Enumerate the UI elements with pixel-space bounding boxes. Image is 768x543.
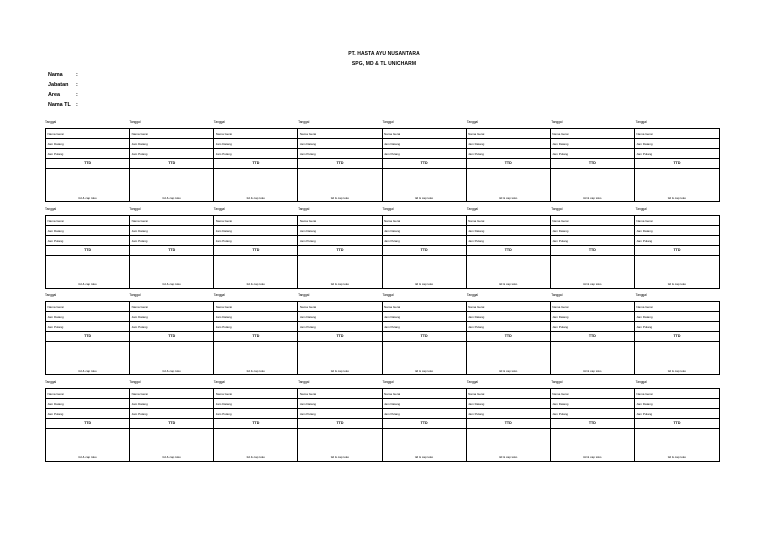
signature-label: TTD [467, 159, 550, 169]
store-stamp-label: ttd & cap toko [414, 455, 434, 459]
leave-time-label: Jam Pulang [46, 322, 129, 332]
info-separator: : [76, 92, 78, 98]
store-name-label: Nama Gerai [551, 216, 634, 226]
attendance-grid [45, 215, 720, 289]
arrive-time-label: Jam Datang [467, 226, 550, 236]
arrive-time-label: Jam Datang [298, 399, 381, 409]
store-stamp-label: ttd & cap toko [78, 455, 97, 459]
date-label: Tanggal [635, 206, 647, 211]
store-name-label: Nama Gerai [383, 389, 466, 399]
day-column [130, 129, 214, 201]
arrive-time-label: Jam Datang [551, 312, 634, 322]
day-column [551, 389, 635, 461]
arrive-time-label: Jam Datang [635, 139, 719, 149]
leave-time-label: Jam Pulang [467, 409, 550, 419]
arrive-time-label: Jam Datang [46, 226, 129, 236]
store-name-label: Nama Gerai [635, 216, 719, 226]
arrive-time-label: Jam Datang [551, 139, 634, 149]
date-label: Tanggal [382, 120, 394, 124]
leave-time-label: Jam Pulang [130, 149, 213, 159]
arrive-time-label: Jam Datang [298, 226, 381, 236]
day-column [298, 216, 382, 288]
store-name-label: Nama Gerai [214, 389, 297, 399]
arrive-time-label: Jam Datang [46, 139, 129, 149]
signature-label: TTD [383, 246, 466, 256]
leave-time-label: Jam Pulang [551, 236, 634, 246]
date-label: Tanggal [466, 120, 479, 124]
signature-label: TTD [383, 159, 466, 169]
day-column [383, 389, 467, 461]
leave-time-label: Jam Pulang [46, 149, 129, 159]
signature-label: TTD [551, 159, 634, 169]
arrive-time-label: Jam Datang [635, 312, 719, 322]
arrive-time-label: Jam Datang [551, 226, 634, 236]
arrive-time-label: Jam Datang [214, 312, 297, 322]
attendance-grid [45, 388, 720, 462]
store-stamp-label: ttd & cap toko [667, 282, 687, 286]
store-name-label: Nama Gerai [467, 389, 550, 399]
leave-time-label: Jam Pulang [635, 322, 719, 332]
signature-label: TTD [130, 419, 213, 429]
store-name-label: Nama Gerai [383, 129, 466, 139]
signature-label: TTD [214, 332, 297, 342]
date-label: Tanggal [635, 120, 647, 124]
day-column [383, 216, 467, 288]
store-name-label: Nama Gerai [551, 302, 634, 312]
leave-time-label: Jam Pulang [635, 149, 719, 159]
date-label: Tanggal [551, 206, 563, 211]
signature-label: TTD [551, 419, 634, 429]
arrive-time-label: Jam Datang [214, 226, 297, 236]
day-column [130, 389, 214, 461]
leave-time-label: Jam Pulang [383, 236, 466, 246]
arrive-time-label: Jam Datang [383, 139, 466, 149]
signature-label: TTD [635, 246, 719, 256]
store-stamp-label: ttd & cap toko [330, 195, 350, 200]
date-label: Tanggal [298, 379, 310, 384]
day-column [635, 302, 719, 374]
store-name-label: Nama Gerai [298, 129, 381, 139]
store-stamp-label: ttd & cap toko [330, 282, 350, 286]
date-label: Tanggal [551, 293, 563, 297]
store-stamp-label: ttd & cap toko [246, 455, 265, 459]
store-name-label: Nama Gerai [214, 129, 297, 139]
date-label: Tanggal [298, 293, 310, 297]
store-stamp-label: ttd & cap toko [246, 195, 265, 200]
date-label: Tanggal [635, 379, 647, 384]
leave-time-label: Jam Pulang [383, 409, 466, 419]
leave-time-label: Jam Pulang [551, 409, 634, 419]
signature-label: TTD [635, 419, 719, 429]
day-column [46, 389, 130, 461]
day-column [635, 216, 719, 288]
leave-time-label: Jam Pulang [383, 149, 466, 159]
date-header-row [45, 376, 720, 388]
store-stamp-label: ttd & cap toko [499, 282, 518, 286]
store-stamp-label: ttd & cap toko [667, 195, 687, 200]
date-label: Tanggal [129, 206, 141, 211]
signature-label: TTD [130, 332, 213, 342]
date-label: Tanggal [466, 379, 479, 384]
store-stamp-label: ttd & cap toko [414, 368, 434, 373]
signature-label: TTD [130, 246, 213, 256]
day-column [130, 216, 214, 288]
store-name-label: Nama Gerai [46, 389, 129, 399]
date-label: Tanggal [213, 379, 225, 384]
store-name-label: Nama Gerai [130, 216, 213, 226]
info-row-area [48, 90, 78, 100]
day-column [214, 302, 298, 374]
arrive-time-label: Jam Datang [130, 399, 213, 409]
date-label: Tanggal [382, 379, 394, 384]
day-column [298, 302, 382, 374]
leave-time-label: Jam Pulang [214, 409, 297, 419]
arrive-time-label: Jam Datang [383, 399, 466, 409]
store-name-label: Nama Gerai [551, 389, 634, 399]
day-column [46, 302, 130, 374]
signature-label: TTD [214, 246, 297, 256]
leave-time-label: Jam Pulang [551, 322, 634, 332]
day-column [383, 129, 467, 201]
leave-time-label: Jam Pulang [130, 409, 213, 419]
store-stamp-label: ttd & cap toko [667, 368, 687, 373]
info-label: Area [48, 92, 60, 98]
store-name-label: Nama Gerai [383, 302, 466, 312]
store-stamp-label: ttd & cap toko [414, 195, 434, 200]
signature-label: TTD [298, 159, 381, 169]
date-label: Tanggal [551, 120, 563, 124]
store-name-label: Nama Gerai [214, 302, 297, 312]
store-name-label: Nama Gerai [298, 216, 381, 226]
store-stamp-label: ttd & cap toko [162, 368, 181, 373]
info-separator: : [76, 72, 78, 78]
info-label: Nama [48, 72, 63, 78]
leave-time-label: Jam Pulang [214, 322, 297, 332]
arrive-time-label: Jam Datang [130, 312, 213, 322]
store-stamp-label: ttd & cap toko [499, 195, 518, 200]
arrive-time-label: Jam Datang [46, 312, 129, 322]
store-stamp-label: ttd & cap toko [78, 195, 97, 200]
day-column [298, 129, 382, 201]
attendance-grid [45, 301, 720, 375]
store-stamp-label: ttd & cap toko [499, 368, 518, 373]
store-stamp-label: ttd & cap toko [162, 195, 181, 200]
leave-time-label: Jam Pulang [298, 149, 381, 159]
store-stamp-label: ttd & cap toko [583, 368, 602, 373]
store-stamp-label: ttd & cap toko [78, 282, 97, 286]
signature-label: TTD [635, 332, 719, 342]
date-label: Tanggal [551, 379, 563, 384]
store-stamp-label: ttd & cap toko [162, 455, 181, 459]
day-column [467, 216, 551, 288]
day-column [214, 129, 298, 201]
store-name-label: Nama Gerai [46, 216, 129, 226]
day-column [46, 216, 130, 288]
day-column [467, 129, 551, 201]
date-label: Tanggal [298, 120, 310, 124]
attendance-sheet [45, 116, 720, 462]
store-stamp-label: ttd & cap toko [246, 282, 265, 286]
date-label: Tanggal [466, 206, 479, 211]
signature-label: TTD [551, 246, 634, 256]
info-label: Jabatan [48, 82, 69, 88]
arrive-time-label: Jam Datang [214, 139, 297, 149]
attendance-grid [45, 128, 720, 202]
info-row-nama [48, 70, 78, 80]
signature-label: TTD [467, 332, 550, 342]
info-row-jabatan [48, 80, 78, 90]
leave-time-label: Jam Pulang [635, 236, 719, 246]
store-name-label: Nama Gerai [383, 216, 466, 226]
leave-time-label: Jam Pulang [551, 149, 634, 159]
arrive-time-label: Jam Datang [635, 226, 719, 236]
store-stamp-label: ttd & cap toko [583, 195, 602, 200]
arrive-time-label: Jam Datang [46, 399, 129, 409]
arrive-time-label: Jam Datang [298, 139, 381, 149]
date-label: Tanggal [382, 206, 394, 211]
signature-label: TTD [130, 159, 213, 169]
signature-label: TTD [214, 419, 297, 429]
leave-time-label: Jam Pulang [298, 409, 381, 419]
info-fields [48, 70, 78, 110]
leave-time-label: Jam Pulang [467, 236, 550, 246]
day-column [467, 302, 551, 374]
day-column [46, 129, 130, 201]
leave-time-label: Jam Pulang [130, 236, 213, 246]
date-label: Tanggal [129, 293, 141, 297]
attendance-block [45, 289, 720, 376]
signature-label: TTD [46, 246, 129, 256]
day-column [214, 389, 298, 461]
leave-time-label: Jam Pulang [383, 322, 466, 332]
document-subtitle: SPG, MD & TL UNICHARM [351, 61, 417, 67]
signature-label: TTD [467, 419, 550, 429]
signature-label: TTD [46, 159, 129, 169]
leave-time-label: Jam Pulang [130, 322, 213, 332]
store-stamp-label: ttd & cap toko [246, 368, 265, 373]
date-label: Tanggal [466, 293, 479, 297]
day-column [130, 302, 214, 374]
store-name-label: Nama Gerai [130, 302, 213, 312]
leave-time-label: Jam Pulang [467, 149, 550, 159]
arrive-time-label: Jam Datang [467, 312, 550, 322]
store-stamp-label: ttd & cap toko [330, 368, 350, 373]
signature-label: TTD [383, 419, 466, 429]
company-title: PT. HASTA AYU NUSANTARA [348, 51, 420, 57]
store-name-label: Nama Gerai [46, 302, 129, 312]
info-separator: : [76, 102, 78, 108]
store-stamp-label: ttd & cap toko [583, 282, 602, 286]
date-label: Tanggal [45, 120, 57, 124]
store-stamp-label: ttd & cap toko [499, 455, 518, 459]
signature-label: TTD [214, 159, 297, 169]
info-separator: : [76, 82, 78, 88]
date-header-row [45, 116, 720, 128]
date-label: Tanggal [45, 293, 57, 297]
store-name-label: Nama Gerai [298, 302, 381, 312]
arrive-time-label: Jam Datang [130, 226, 213, 236]
signature-label: TTD [551, 332, 634, 342]
date-label: Tanggal [129, 120, 141, 124]
day-column [383, 302, 467, 374]
store-name-label: Nama Gerai [467, 129, 550, 139]
signature-label: TTD [467, 246, 550, 256]
store-name-label: Nama Gerai [635, 129, 719, 139]
date-label: Tanggal [382, 293, 394, 297]
leave-time-label: Jam Pulang [214, 149, 297, 159]
store-name-label: Nama Gerai [214, 216, 297, 226]
arrive-time-label: Jam Datang [635, 399, 719, 409]
store-stamp-label: ttd & cap toko [414, 282, 434, 286]
signature-label: TTD [383, 332, 466, 342]
signature-label: TTD [298, 332, 381, 342]
arrive-time-label: Jam Datang [383, 312, 466, 322]
leave-time-label: Jam Pulang [46, 409, 129, 419]
store-name-label: Nama Gerai [130, 129, 213, 139]
store-stamp-label: ttd & cap toko [667, 455, 687, 459]
day-column [298, 389, 382, 461]
date-label: Tanggal [129, 379, 141, 384]
arrive-time-label: Jam Datang [130, 139, 213, 149]
leave-time-label: Jam Pulang [46, 236, 129, 246]
arrive-time-label: Jam Datang [298, 312, 381, 322]
signature-label: TTD [635, 159, 719, 169]
arrive-time-label: Jam Datang [214, 399, 297, 409]
store-stamp-label: ttd & cap toko [78, 368, 97, 373]
arrive-time-label: Jam Datang [383, 226, 466, 236]
day-column [551, 129, 635, 201]
date-header-row [45, 289, 720, 301]
store-name-label: Nama Gerai [635, 389, 719, 399]
store-name-label: Nama Gerai [46, 129, 129, 139]
leave-time-label: Jam Pulang [298, 322, 381, 332]
store-stamp-label: ttd & cap toko [583, 455, 602, 459]
day-column [635, 129, 719, 201]
day-column [551, 216, 635, 288]
store-stamp-label: ttd & cap toko [330, 455, 350, 459]
signature-label: TTD [298, 419, 381, 429]
leave-time-label: Jam Pulang [635, 409, 719, 419]
store-name-label: Nama Gerai [635, 302, 719, 312]
arrive-time-label: Jam Datang [467, 139, 550, 149]
attendance-block [45, 116, 720, 203]
date-label: Tanggal [213, 206, 225, 211]
date-label: Tanggal [298, 206, 310, 211]
store-name-label: Nama Gerai [467, 216, 550, 226]
attendance-block [45, 203, 720, 290]
date-label: Tanggal [45, 379, 57, 384]
store-stamp-label: ttd & cap toko [162, 282, 181, 286]
date-label: Tanggal [213, 120, 225, 124]
store-name-label: Nama Gerai [551, 129, 634, 139]
store-name-label: Nama Gerai [298, 389, 381, 399]
arrive-time-label: Jam Datang [551, 399, 634, 409]
leave-time-label: Jam Pulang [214, 236, 297, 246]
leave-time-label: Jam Pulang [467, 322, 550, 332]
day-column [635, 389, 719, 461]
day-column [551, 302, 635, 374]
info-row-nama-tl [48, 100, 78, 110]
date-label: Tanggal [213, 293, 225, 297]
date-label: Tanggal [45, 206, 57, 211]
date-header-row [45, 203, 720, 215]
store-name-label: Nama Gerai [130, 389, 213, 399]
date-label: Tanggal [635, 293, 647, 297]
attendance-block [45, 376, 720, 463]
info-label: Nama TL [48, 102, 71, 108]
signature-label: TTD [298, 246, 381, 256]
leave-time-label: Jam Pulang [298, 236, 381, 246]
day-column [214, 216, 298, 288]
store-name-label: Nama Gerai [467, 302, 550, 312]
signature-label: TTD [46, 332, 129, 342]
arrive-time-label: Jam Datang [467, 399, 550, 409]
day-column [467, 389, 551, 461]
signature-label: TTD [46, 419, 129, 429]
